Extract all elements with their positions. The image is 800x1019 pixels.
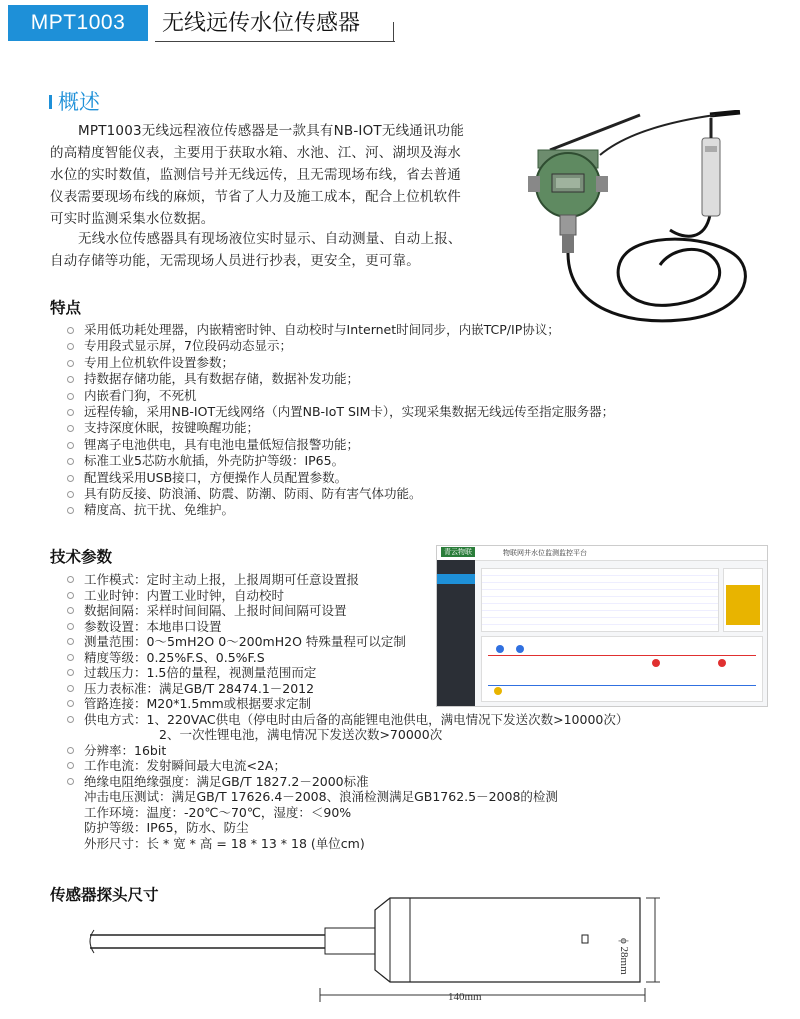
- overview-heading: 概述: [58, 90, 100, 114]
- list-item: 2、一次性锂电池，满电情况下发送次数>70000次: [159, 727, 443, 742]
- chart-line-blue: [488, 685, 756, 686]
- list-item: 绝缘电阻绝缘强度：满足GB/T 1827.2－2000标准: [64, 774, 628, 790]
- list-item: 工作电流：发射瞬间最大电流<2A；: [64, 758, 628, 774]
- chart-line-red: [488, 655, 756, 656]
- overview-accent-bar: [49, 95, 52, 109]
- bullet-icon: [67, 747, 74, 754]
- list-item: 配置线采用USB接口，方便操作人员配置参数。: [64, 470, 614, 486]
- bullet-icon: [67, 762, 74, 769]
- list-item: 工作模式：定时主动上报，上报周期可任意设置报: [64, 572, 628, 588]
- bullet-icon: [67, 623, 74, 630]
- overview-line: 可实时监测采集水位数据。: [50, 211, 215, 227]
- list-item: 精度高、抗干扰、免维护。: [64, 502, 614, 518]
- bullet-icon: [67, 576, 74, 583]
- bullet-icon: [67, 592, 74, 599]
- diameter-dimension-label: ϕ 28mm: [618, 938, 630, 975]
- bullet-icon: [67, 409, 74, 416]
- list-item: 采用低功耗处理器，内嵌精密时钟、自动校时与Internet时间同步，内嵌TCP/IP协议；: [64, 322, 614, 338]
- list-item: 防护等级：IP65，防水、防尘: [84, 820, 249, 835]
- page-title: 无线远传水位传感器: [162, 11, 361, 36]
- bullet-icon: [67, 491, 74, 498]
- chart-marker: [516, 645, 524, 653]
- bullet-icon: [67, 343, 74, 350]
- bullet-icon: [67, 778, 74, 785]
- bullet-icon: [67, 376, 74, 383]
- overview-line: MPT1003无线远程液位传感器是一款具有NB-IOT无线通讯功能: [78, 123, 465, 139]
- overview-line: 自动存储等功能，无需现场人员进行抄表，更安全，更可靠。: [50, 253, 420, 269]
- features-heading: 特点: [50, 299, 82, 317]
- software-screenshot: [436, 545, 768, 707]
- features-list: [64, 322, 614, 519]
- list-item: 冲击电压测试：满足GB/T 17626.4－2008、浪涌检测满足GB1762.5－2008的检测: [84, 789, 558, 804]
- list-item: 锂离子电池供电，具有电池电量低短信报警功能；: [64, 437, 614, 453]
- length-dimension-label: 140mm: [448, 991, 482, 1003]
- specs-heading: 技术参数: [50, 548, 113, 566]
- bullet-icon: [67, 393, 74, 400]
- bullet-icon: [67, 327, 74, 334]
- sensor-product-image: [510, 110, 760, 340]
- title-underline: [155, 41, 395, 42]
- list-item: 内嵌看门狗，不死机: [64, 388, 614, 404]
- overview-line: 的高精度智能仪表，主要用于获取水箱、水池、江、河、湖坝及海水: [50, 145, 461, 161]
- bullet-icon: [67, 425, 74, 432]
- bullet-icon: [67, 507, 74, 514]
- list-item: 压力表标准：满足GB/T 28474.1－2012: [64, 681, 628, 697]
- title-corner-line: [393, 22, 394, 42]
- level-fill: [726, 585, 760, 625]
- probe-dimension-diagram: [80, 880, 680, 1015]
- overview-line: 水位的实时数值，监测信号并无线远传，且无需现场布线，省去普通: [50, 167, 461, 183]
- list-item: 测量范围：0～5mH2O 0～200mH2O 特殊量程可以定制: [64, 634, 628, 650]
- overview-line: 仪表需要现场布线的麻烦，节省了人力及施工成本，配合上位机软件: [50, 189, 461, 205]
- chart-marker: [718, 659, 726, 667]
- list-item: 工业时钟：内置工业时钟，自动校时: [64, 588, 628, 604]
- overview-paragraph-1: [50, 120, 464, 230]
- software-sidebar-item: [437, 574, 475, 584]
- software-title: 物联网井水位监测监控平台: [503, 549, 587, 557]
- probe-heading: 传感器探头尺寸: [50, 886, 159, 904]
- bullet-icon: [67, 638, 74, 645]
- bullet-icon: [67, 654, 74, 661]
- chart-marker: [652, 659, 660, 667]
- software-level-panel: [723, 568, 763, 632]
- overview-line: 无线水位传感器具有现场液位实时显示、自动测量、自动上报、: [78, 231, 462, 247]
- bullet-icon: [67, 716, 74, 723]
- bullet-icon: [67, 700, 74, 707]
- model-badge: MPT1003: [8, 5, 148, 41]
- list-item: 专用段式显示屏，7位段码动态显示；: [64, 338, 614, 354]
- software-logo: 青云物联: [441, 547, 475, 557]
- list-item: 供电方式：1、220VAC供电（停电时由后备的高能锂电池供电，满电情况下发送次数>10000次）: [64, 712, 628, 728]
- list-item: 具有防反接、防浪涌、防震、防潮、防雨、防有害气体功能。: [64, 486, 614, 502]
- bullet-icon: [67, 360, 74, 367]
- chart-marker: [494, 687, 502, 695]
- overview-paragraph-2: [50, 228, 462, 272]
- list-item: 分辨率：16bit: [64, 743, 628, 759]
- list-item: 管路连接：M20*1.5mm或根据要求定制: [64, 696, 628, 712]
- software-table: [481, 568, 719, 632]
- list-item: 数据间隔：采样时间间隔、上报时间间隔可设置: [64, 603, 628, 619]
- list-item: 专用上位机软件设置参数；: [64, 355, 614, 371]
- bullet-icon: [67, 458, 74, 465]
- list-item: 参数设置：本地串口设置: [64, 619, 628, 635]
- list-item: 精度等级：0.25%F.S、0.5%F.S: [64, 650, 628, 666]
- bullet-icon: [67, 607, 74, 614]
- bullet-icon: [67, 669, 74, 676]
- list-item: 过载压力：1.5倍的量程，视测量范围而定: [64, 665, 628, 681]
- chart-marker: [496, 645, 504, 653]
- list-item: 支持深度休眠，按键唤醒功能；: [64, 420, 614, 436]
- bullet-icon: [67, 442, 74, 449]
- software-topbar: [437, 546, 767, 561]
- software-chart: [481, 636, 763, 702]
- list-item: 工作环境：温度：-20℃～70℃，湿度：＜90%: [84, 804, 352, 820]
- list-item: 外形尺寸：长 * 宽 * 高 = 18 * 13 * 18 (单位cm): [84, 835, 365, 851]
- list-item: 标准工业5芯防水航插，外壳防护等级：IP65。: [64, 453, 614, 469]
- list-item: 远程传输，采用NB-IOT无线网络（内置NB-IoT SIM卡），实现采集数据无线远传至指定服务器；: [64, 404, 614, 420]
- bullet-icon: [67, 685, 74, 692]
- bullet-icon: [67, 475, 74, 482]
- list-item: 持数据存储功能，具有数据存储，数据补发功能；: [64, 371, 614, 387]
